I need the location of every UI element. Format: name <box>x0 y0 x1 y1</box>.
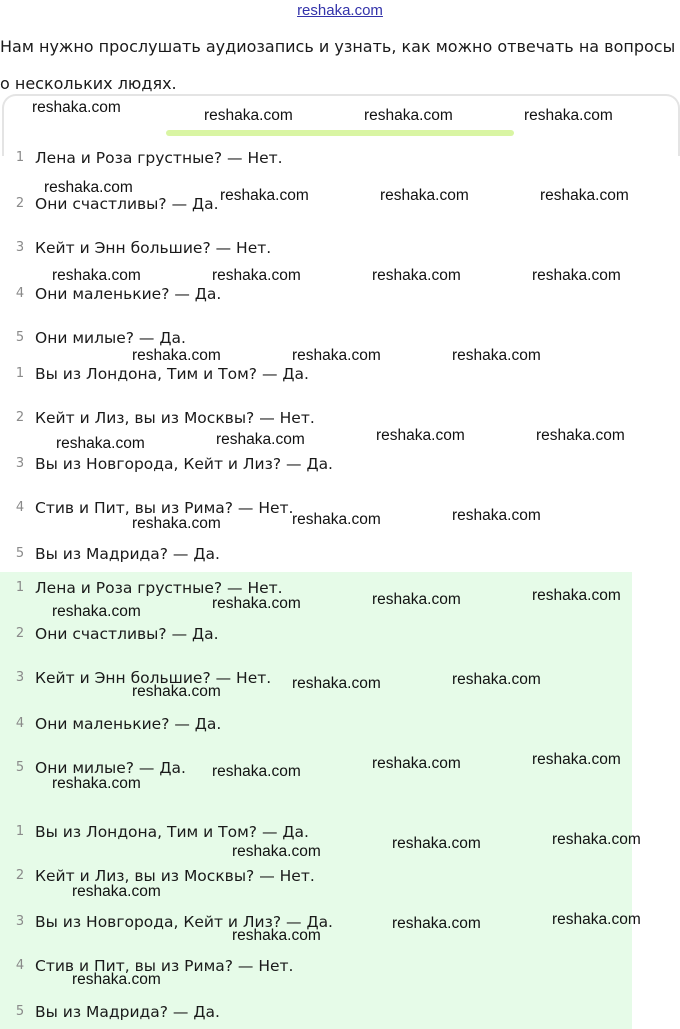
watermark: reshaka.com <box>392 835 481 852</box>
watermark: reshaka.com <box>372 591 461 608</box>
item-text: Вы из Лондона, Тим и Том? — Да. <box>35 823 309 841</box>
item-text: Они маленькие? — Да. <box>35 285 222 303</box>
item-text: Лена и Роза грустные? — Нет. <box>35 579 283 597</box>
watermark: reshaka.com <box>524 107 613 124</box>
item-text: Стив и Пит, вы из Рима? — Нет. <box>35 499 294 517</box>
item-text: Вы из Лондона, Тим и Том? — Да. <box>35 365 309 383</box>
watermark: reshaka.com <box>532 267 621 284</box>
item-text: Кейт и Энн большие? — Нет. <box>35 669 272 687</box>
watermark: reshaka.com <box>52 603 141 620</box>
item-number: 4 <box>15 286 25 301</box>
watermark: reshaka.com <box>72 971 161 988</box>
watermark: reshaka.com <box>212 595 301 612</box>
item-number: 3 <box>15 670 25 685</box>
item-text: Они милые? — Да. <box>35 759 186 777</box>
watermark: reshaka.com <box>44 179 133 196</box>
item-number: 5 <box>15 1004 25 1019</box>
watermark: reshaka.com <box>52 267 141 284</box>
item-number: 1 <box>15 824 25 839</box>
watermark: reshaka.com <box>216 431 305 448</box>
item-number: 3 <box>15 914 25 929</box>
watermark: reshaka.com <box>392 915 481 932</box>
watermark: reshaka.com <box>552 911 641 928</box>
item-number: 4 <box>15 500 25 515</box>
item-text: Кейт и Энн большие? — Нет. <box>35 239 272 257</box>
item-number: 3 <box>15 240 25 255</box>
item-number: 2 <box>15 868 25 883</box>
watermark: reshaka.com <box>292 675 381 692</box>
item-number: 5 <box>15 546 25 561</box>
item-text: Они счастливы? — Да. <box>35 195 219 213</box>
active-tab-indicator <box>166 130 514 136</box>
item-text: Они маленькие? — Да. <box>35 715 222 733</box>
item-number: 1 <box>15 580 25 595</box>
watermark: reshaka.com <box>292 511 381 528</box>
watermark: reshaka.com <box>372 267 461 284</box>
item-number: 2 <box>15 196 25 211</box>
item-text: Вы из Новгорода, Кейт и Лиз? — Да. <box>35 455 333 473</box>
watermark: reshaka.com <box>552 831 641 848</box>
watermark: reshaka.com <box>56 435 145 452</box>
item-text: Вы из Новгорода, Кейт и Лиз? — Да. <box>35 913 333 931</box>
watermark: reshaka.com <box>232 927 321 944</box>
item-text: Кейт и Лиз, вы из Москвы? — Нет. <box>35 409 315 427</box>
watermark: reshaka.com <box>232 843 321 860</box>
watermark: reshaka.com <box>452 671 541 688</box>
watermark: reshaka.com <box>536 427 625 444</box>
item-number: 5 <box>15 330 25 345</box>
watermark: reshaka.com <box>132 683 221 700</box>
watermark: reshaka.com <box>292 347 381 364</box>
item-text: Кейт и Лиз, вы из Москвы? — Нет. <box>35 867 315 885</box>
item-text: Они счастливы? — Да. <box>35 625 219 643</box>
watermark: reshaka.com <box>204 107 293 124</box>
watermark: reshaka.com <box>380 187 469 204</box>
item-text: Вы из Мадрида? — Да. <box>35 545 220 563</box>
watermark: reshaka.com <box>132 515 221 532</box>
task-description: Нам нужно прослушать аудиозапись и узнать, как можно отвечать на вопросы о нескольких людях. <box>0 37 676 93</box>
watermark: reshaka.com <box>212 763 301 780</box>
watermark: reshaka.com <box>72 883 161 900</box>
watermark: reshaka.com <box>132 347 221 364</box>
watermark: reshaka.com <box>540 187 629 204</box>
watermark: reshaka.com <box>364 107 453 124</box>
watermark: reshaka.com <box>452 507 541 524</box>
watermark: reshaka.com <box>532 587 621 604</box>
site-header-link[interactable]: reshaka.com <box>297 2 383 19</box>
watermark: reshaka.com <box>220 187 309 204</box>
item-text: Вы из Мадрида? — Да. <box>35 1003 220 1021</box>
item-number: 4 <box>15 716 25 731</box>
watermark: reshaka.com <box>376 427 465 444</box>
item-number: 5 <box>15 760 25 775</box>
watermark: reshaka.com <box>32 99 121 116</box>
watermark: reshaka.com <box>212 267 301 284</box>
item-number: 3 <box>15 456 25 471</box>
item-text: Лена и Роза грустные? — Нет. <box>35 149 283 167</box>
item-text: Они милые? — Да. <box>35 329 186 347</box>
watermark: reshaka.com <box>372 755 461 772</box>
item-number: 4 <box>15 958 25 973</box>
item-text: Стив и Пит, вы из Рима? — Нет. <box>35 957 294 975</box>
watermark: reshaka.com <box>532 751 621 768</box>
item-number: 1 <box>15 366 25 381</box>
item-number: 2 <box>15 626 25 641</box>
watermark: reshaka.com <box>452 347 541 364</box>
item-number: 2 <box>15 410 25 425</box>
item-number: 1 <box>15 150 25 165</box>
watermark: reshaka.com <box>52 775 141 792</box>
